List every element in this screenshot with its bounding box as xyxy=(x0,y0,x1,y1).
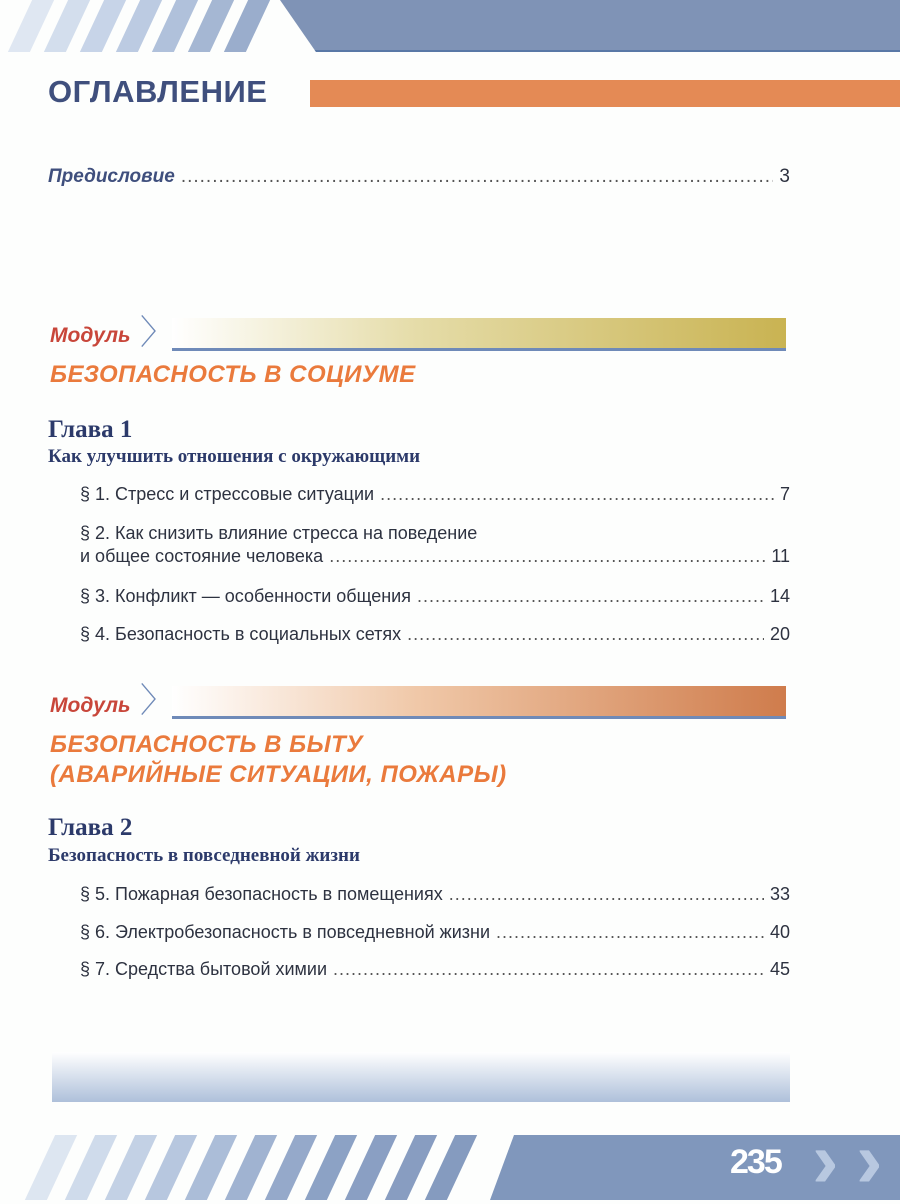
top-decor-band xyxy=(0,0,900,52)
chapter-title: Безопасность в повседневной жизни xyxy=(48,845,360,866)
dot-leader xyxy=(181,166,774,188)
entry-page: 45 xyxy=(769,959,790,979)
entry-page: 7 xyxy=(779,484,790,504)
entry-label: Предисловие xyxy=(48,166,175,187)
entry-page: 14 xyxy=(769,586,790,606)
title-accent-bar xyxy=(310,80,900,107)
entry-page: 33 xyxy=(769,884,790,904)
module-label: Модуль xyxy=(50,324,131,347)
dot-leader xyxy=(496,922,764,943)
dot-leader xyxy=(329,546,765,567)
chevron-right-icon: 〉 xyxy=(140,682,174,720)
dot-leader xyxy=(333,959,764,980)
dot-leader xyxy=(407,624,764,645)
entry-page: 40 xyxy=(769,922,790,942)
entry-label: § 3. Конфликт — особенности общения xyxy=(80,586,411,606)
dot-leader xyxy=(380,484,774,505)
module-bar xyxy=(172,686,786,719)
page-title: ОГЛАВЛЕНИЕ xyxy=(48,74,268,109)
module-title: БЕЗОПАСНОСТЬ В БЫТУ xyxy=(50,731,364,758)
entry-label-line1: § 2. Как снизить влияние стресса на поведение xyxy=(80,523,478,543)
chevron-right-icon: › xyxy=(856,1115,883,1204)
entry-label: § 6. Электробезопасность в повседневной жизни xyxy=(80,922,491,942)
chevron-right-icon: › xyxy=(812,1115,839,1204)
module-title: БЕЗОПАСНОСТЬ В СОЦИУМЕ xyxy=(50,361,416,388)
entry-page: 3 xyxy=(779,166,790,187)
entry-label: § 5. Пожарная безопасность в помещениях xyxy=(80,884,443,904)
entry-label: и общее состояние человека xyxy=(80,546,324,566)
module-title: (АВАРИЙНЫЕ СИТУАЦИИ, ПОЖАРЫ) xyxy=(50,761,507,788)
entry-label: § 4. Безопасность в социальных сетях xyxy=(80,624,402,644)
dot-leader xyxy=(449,884,764,905)
entry-label: § 7. Средства бытовой химии xyxy=(80,959,328,979)
entry-label: § 1. Стресс и стрессовые ситуации xyxy=(80,484,375,504)
decorative-gradient-box xyxy=(52,1052,790,1102)
chapter-title: Как улучшить отношения с окружающими xyxy=(48,446,421,467)
page-number: 235 xyxy=(730,1143,781,1181)
toc-entry[interactable] xyxy=(80,959,790,980)
toc-entry[interactable] xyxy=(80,624,790,645)
entry-page: 11 xyxy=(771,546,790,566)
entry-page: 20 xyxy=(769,624,790,644)
module-label: Модуль xyxy=(50,694,131,717)
toc-entry[interactable] xyxy=(80,884,790,905)
chevron-right-icon: 〉 xyxy=(140,314,174,352)
chapter-label: Глава 1 xyxy=(48,416,133,443)
toc-entry[interactable] xyxy=(80,922,790,943)
toc-entry[interactable] xyxy=(80,586,790,607)
chapter-label: Глава 2 xyxy=(48,814,133,841)
toc-entry[interactable] xyxy=(80,546,790,567)
toc-entry[interactable] xyxy=(80,484,790,505)
toc-entry-preface[interactable] xyxy=(48,166,790,188)
dot-leader xyxy=(417,586,764,607)
module-bar xyxy=(172,318,786,351)
